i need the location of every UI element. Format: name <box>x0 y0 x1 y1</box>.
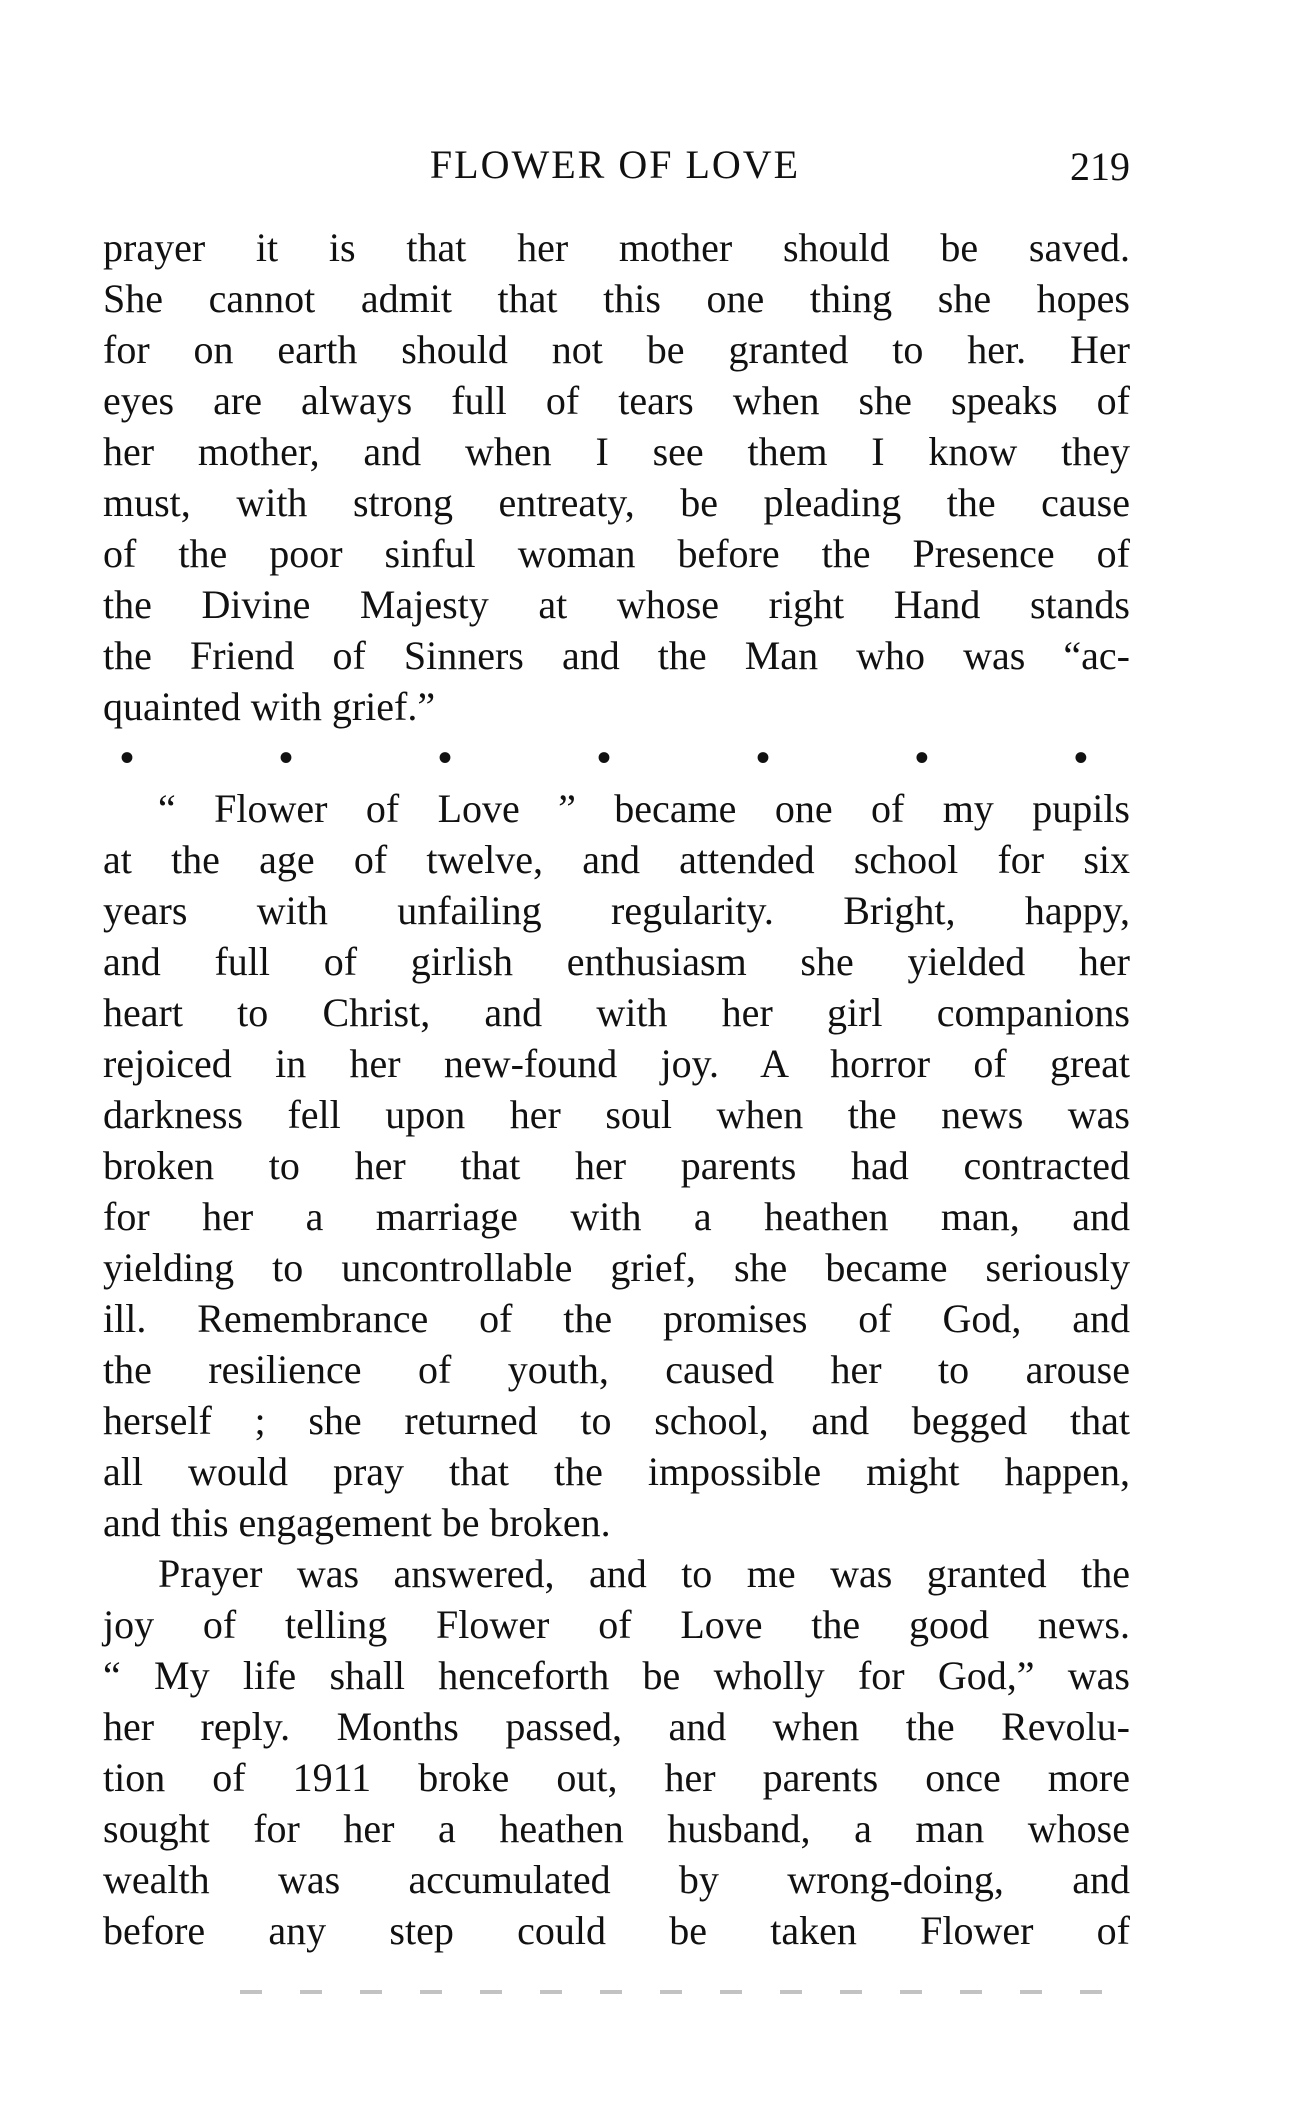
text-line: wealth was accumulated by wrong-doing, and <box>103 1857 1130 1902</box>
text-line: years with unfailing regularity. Bright, happy, <box>103 888 1130 933</box>
separator-dot: • <box>596 735 611 780</box>
text-line: for her a marriage with a heathen man, and <box>103 1194 1130 1239</box>
separator-dot: • <box>120 735 135 780</box>
text-line: tion of 1911 broke out, her parents once more <box>103 1755 1130 1800</box>
paragraph-2 <box>103 783 1130 1548</box>
text-line: yielding to uncontrollable grief, she became seriously <box>103 1245 1130 1290</box>
text-line: her reply. Months passed, and when the Revolu- <box>103 1704 1130 1749</box>
text-line: rejoiced in her new-found joy. A horror of great <box>103 1041 1130 1086</box>
section-separator <box>103 732 1130 783</box>
body-text <box>103 222 1130 1956</box>
paragraph-3 <box>103 1548 1130 1956</box>
text-line: and full of girlish enthusiasm she yielded her <box>103 939 1130 984</box>
page-header <box>100 140 1130 190</box>
text-line: the Friend of Sinners and the Man who was “ac- <box>103 633 1130 678</box>
text-line: quainted with grief.” <box>103 684 436 729</box>
text-line: at the age of twelve, and attended school for six <box>103 837 1130 882</box>
separator-dot: • <box>755 735 770 780</box>
text-line: broken to her that her parents had contracted <box>103 1143 1130 1188</box>
text-line: joy of telling Flower of Love the good news. <box>103 1602 1130 1647</box>
text-line: and this engagement be broken. <box>103 1500 611 1545</box>
text-line: darkness fell upon her soul when the news was <box>103 1092 1130 1137</box>
cut-off-next-line <box>240 1990 1110 1994</box>
text-line: the Divine Majesty at whose right Hand stands <box>103 582 1130 627</box>
text-line: ill. Remembrance of the promises of God, and <box>103 1296 1130 1341</box>
separator-dot: • <box>1073 735 1088 780</box>
text-line: “ Flower of Love ” became one of my pupils <box>158 786 1130 831</box>
text-line: before any step could be taken Flower of <box>103 1908 1130 1953</box>
text-line: heart to Christ, and with her girl companions <box>103 990 1130 1035</box>
text-line: for on earth should not be granted to her. Her <box>103 327 1130 372</box>
text-line: “ My life shall henceforth be wholly for God,” was <box>103 1653 1130 1698</box>
separator-dot: • <box>914 735 929 780</box>
paragraph-1 <box>103 222 1130 732</box>
text-line: her mother, and when I see them I know they <box>103 429 1130 474</box>
text-line: prayer it is that her mother should be saved. <box>103 225 1130 270</box>
page-number: 219 <box>1070 144 1130 189</box>
text-line: of the poor sinful woman before the Presence of <box>103 531 1130 576</box>
text-line: all would pray that the impossible might happen, <box>103 1449 1130 1494</box>
text-line: must, with strong entreaty, be pleading the cause <box>103 480 1130 525</box>
text-line: She cannot admit that this one thing she hopes <box>103 276 1130 321</box>
text-line: Prayer was answered, and to me was granted the <box>158 1551 1130 1596</box>
text-line: sought for her a heathen husband, a man whose <box>103 1806 1130 1851</box>
running-title: FLOWER OF LOVE <box>429 142 801 187</box>
separator-dot: • <box>278 735 293 780</box>
separator-dot: • <box>437 735 452 780</box>
text-line: the resilience of youth, caused her to arouse <box>103 1347 1130 1392</box>
text-line: herself ; she returned to school, and begged that <box>103 1398 1130 1443</box>
text-line: eyes are always full of tears when she speaks of <box>103 378 1130 423</box>
